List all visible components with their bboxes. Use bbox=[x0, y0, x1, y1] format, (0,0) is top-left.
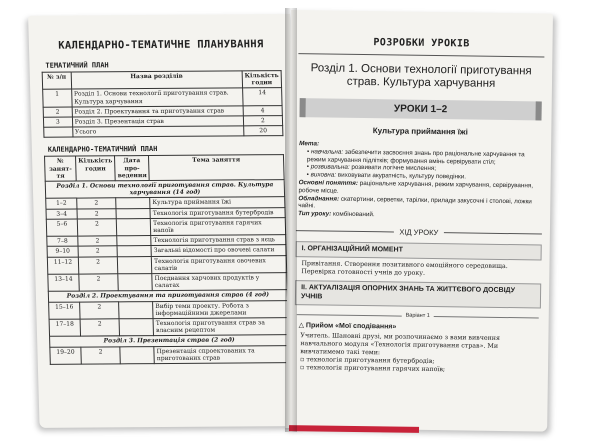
goal-kind: розвивальна: bbox=[310, 163, 350, 172]
lesson-hours: 2 bbox=[80, 301, 120, 319]
lesson-number: 11–12 bbox=[47, 257, 79, 275]
col-hours-header: Кількість годин bbox=[76, 156, 116, 181]
lesson-date bbox=[117, 246, 151, 256]
lesson-type-text: комбінований. bbox=[332, 210, 375, 219]
right-page-title: РОЗРОБКИ УРОКІВ bbox=[373, 37, 470, 50]
lesson-date bbox=[118, 274, 152, 292]
lesson-number: 9–10 bbox=[47, 247, 78, 257]
goal-kind: виховна: bbox=[310, 171, 337, 179]
lesson-date bbox=[117, 256, 151, 274]
row-number: 2 bbox=[43, 107, 72, 117]
lesson-hours: 2 bbox=[77, 219, 117, 237]
lesson-hours: 2 bbox=[78, 246, 117, 256]
lesson-hours: 2 bbox=[77, 198, 116, 208]
row-total-hours: 20 bbox=[244, 126, 283, 136]
row-number: 1 bbox=[43, 89, 72, 107]
thematic-plan-caption: ТЕМАТИЧНИЙ ПЛАН bbox=[45, 61, 109, 70]
left-page bbox=[28, 14, 301, 428]
row-total-label: Усього bbox=[72, 126, 243, 137]
calendar-plan-table bbox=[44, 155, 290, 365]
lesson-date bbox=[119, 301, 153, 319]
table-row bbox=[47, 255, 286, 274]
stage-1-title: I. ОРГАНІЗАЦІЙНИЙ МОМЕНТ bbox=[301, 245, 403, 254]
lesson-number: 17–18 bbox=[49, 319, 81, 337]
col-lesson-header: № занят-тя bbox=[45, 156, 77, 181]
goal-item: • розвивальна: розвивати логічне мислення; bbox=[306, 163, 437, 173]
book-cover-edge bbox=[289, 425, 419, 433]
equipment-label: Обладнання: bbox=[298, 194, 340, 203]
col-section-header: Назва розділів bbox=[71, 71, 243, 90]
table-row-total bbox=[44, 126, 283, 138]
variant-label: Варіант 1 bbox=[405, 313, 430, 320]
lesson-hours: 2 bbox=[77, 208, 116, 218]
checkbox-bullet-icon: ▫ bbox=[299, 364, 305, 372]
table-row bbox=[43, 88, 282, 107]
row-number bbox=[44, 127, 73, 137]
concepts-label: Основні поняття: bbox=[298, 179, 359, 187]
variant-divider bbox=[297, 312, 539, 321]
triangle-icon: △ bbox=[298, 322, 305, 330]
lessons-banner: УРОКИ 1–2 bbox=[300, 98, 542, 120]
variant-line-right bbox=[434, 316, 539, 318]
lesson-topic: Поєднання харчових продуктів у салатах bbox=[152, 273, 287, 291]
lesson-topic: Технологія приготування страв за власним рецептом bbox=[153, 318, 288, 336]
lesson-number: 7–8 bbox=[47, 236, 78, 246]
stage-2-box bbox=[295, 281, 541, 309]
section-heading: Розділ 1. Основи технології приготування страв. Культура харчування bbox=[310, 62, 532, 90]
lesson-topic: Технологія приготування страв з яєць bbox=[151, 235, 286, 246]
lesson-topic: Вибір теми проекту. Робота з інформаційними джерелами bbox=[153, 300, 288, 318]
goal-item: • навчальна: забезпечити засвоєння знань про раціональне харчування та режим харчування підлітків; формування вмінь сервірувати стіл; bbox=[306, 148, 525, 166]
section-row bbox=[45, 180, 284, 199]
lesson-meta bbox=[298, 140, 545, 221]
lesson-number: 19–20 bbox=[50, 347, 82, 365]
row-number: 3 bbox=[43, 117, 72, 127]
table-row bbox=[48, 273, 287, 292]
lesson-topic: Загальні відомості про овочеві салати bbox=[151, 245, 286, 256]
goal-item: • виховна: виховувати акуратність, культуру поведінки. bbox=[306, 171, 467, 181]
goal-kind: навчальна: bbox=[310, 148, 344, 156]
lesson-type-label: Тип уроку: bbox=[298, 210, 332, 218]
teacher-text: Учитель. Шановні друзі, ми розпочинаємо з вами вивчення навчального модуля «Технологія приготування страв». Ми вивчатимемо такі теми: bbox=[300, 332, 501, 357]
technique-title: Прийом «Мої сподівання» bbox=[305, 322, 397, 331]
checkbox-bullet-icon: ▫ bbox=[300, 356, 305, 364]
lesson-hours: 2 bbox=[78, 256, 118, 274]
lesson-date bbox=[116, 218, 150, 236]
row-section: Розділ 3. Презентація страв bbox=[72, 116, 243, 127]
lesson-course-label: ХІД УРОКУ bbox=[399, 227, 439, 238]
row-hours: 14 bbox=[242, 88, 282, 106]
heading-line-left bbox=[296, 230, 394, 232]
table-row bbox=[46, 217, 285, 236]
section-title: Розділ 3. Презентація страв (2 год) bbox=[50, 335, 289, 347]
stage-1-line: Перевірка готовності учнів до уроку. bbox=[301, 268, 426, 278]
col-hours-header: Кількість годин bbox=[242, 71, 282, 89]
table-row bbox=[49, 318, 288, 337]
row-section: Розділ 2. Проектування та приготування страв bbox=[72, 106, 243, 117]
table-row bbox=[49, 300, 288, 319]
stage-1-box bbox=[296, 241, 542, 261]
goal-text: виховувати акуратність, культуру поведінки. bbox=[337, 171, 467, 181]
list-item-text: технологія приготування гарячих напоїв; bbox=[306, 364, 446, 374]
col-number-header: № з/п bbox=[42, 72, 71, 90]
table-header-row bbox=[45, 155, 285, 181]
row-section: Розділ 1. Основи технології приготування страв. Культура харчування bbox=[71, 88, 243, 107]
goal-label: Мета: bbox=[299, 140, 320, 148]
heading-line-right bbox=[444, 232, 542, 234]
col-date-header: Дата про-ведення bbox=[115, 156, 150, 181]
book-spine bbox=[285, 8, 297, 432]
right-page bbox=[285, 10, 553, 432]
lesson-number: 3–4 bbox=[46, 209, 77, 219]
variant-line-left bbox=[297, 314, 402, 316]
lesson-number: 13–14 bbox=[48, 274, 80, 292]
goal-text: розвивати логічне мислення; bbox=[351, 164, 437, 173]
concepts-text: раціональне харчування, режим харчування, сервірування, робоче місце. bbox=[298, 179, 534, 195]
row-hours: 2 bbox=[243, 116, 282, 126]
lesson-date bbox=[116, 208, 150, 218]
lesson-number: 1–2 bbox=[46, 198, 77, 208]
lesson-date bbox=[120, 346, 154, 364]
lesson-date bbox=[117, 236, 151, 246]
technique-heading bbox=[299, 322, 539, 333]
lesson-course-heading bbox=[296, 226, 542, 238]
stage-2-title: II. АКТУАЛІЗАЦІЯ ОПОРНИХ ЗНАНЬ ТА ЖИТТЄВОГО ДОСВІДУ УЧНІВ bbox=[300, 284, 516, 301]
lesson-hours: 2 bbox=[81, 347, 121, 365]
lesson-topic: Презентація спроектованих та приготованих страв bbox=[154, 345, 289, 363]
section-title: Розділ 1. Основи технології приготування страв. Культура харчування (14 год) bbox=[45, 180, 284, 199]
lesson-number: 15–16 bbox=[49, 302, 81, 320]
lesson-number: 5–6 bbox=[46, 219, 78, 237]
lesson-date bbox=[116, 198, 150, 208]
list-item-text: технологія приготування бутербродів; bbox=[306, 356, 435, 366]
thematic-plan-table bbox=[42, 70, 284, 138]
goal-text: забезпечити засвоєння знань про раціональне харчування та режим харчування підлітків; формування вмінь сервірувати стіл; bbox=[306, 148, 525, 166]
section-title: Розділ 2. Проектування та приготування страв (4 год) bbox=[48, 290, 287, 302]
title-divider bbox=[298, 53, 544, 57]
lesson-hours: 2 bbox=[79, 274, 119, 292]
table-row bbox=[50, 345, 289, 364]
equipment-text: скатертини, серветки, тарілки, прилади закусочні і столові, ложки чайні. bbox=[298, 195, 532, 210]
lesson-topic: Технологія приготування овочевих салатів bbox=[151, 255, 286, 273]
lesson-topic: Технологія приготування гарячих напоїв bbox=[150, 217, 285, 235]
lesson-topic: Культура приймання їжі bbox=[150, 197, 285, 208]
table-header-row bbox=[42, 71, 281, 90]
stage-1-line: Привітання. Створення позитивного емоційного середовища. bbox=[301, 260, 508, 271]
lesson-hours: 2 bbox=[80, 319, 120, 337]
calendar-plan-caption: КАЛЕНДАРНО-ТЕМАТИЧНИЙ ПЛАН bbox=[47, 145, 158, 155]
row-hours: 4 bbox=[243, 105, 282, 115]
lesson-date bbox=[119, 319, 153, 337]
lesson-topic: Технологія приготування бутербродів bbox=[150, 207, 285, 218]
col-topic-header: Тема заняття bbox=[149, 155, 284, 181]
left-page-title: КАЛЕНДАРНО-ТЕМАТИЧНЕ ПЛАНУВАННЯ bbox=[58, 38, 264, 52]
lesson-hours: 2 bbox=[78, 236, 117, 246]
lesson-topic-heading: Культура приймання їжі bbox=[372, 126, 468, 137]
